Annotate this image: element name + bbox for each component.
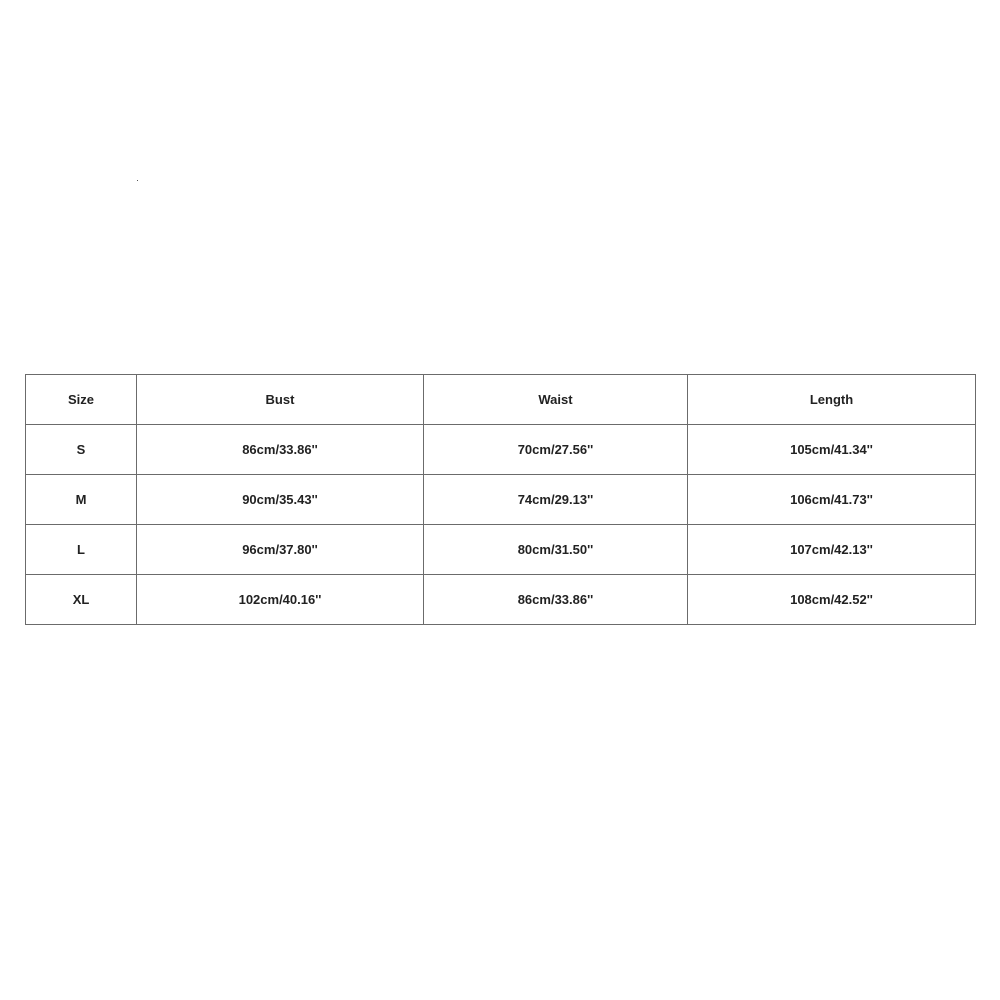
- cell-waist: 86cm/33.86'': [424, 575, 688, 625]
- header-length: Length: [688, 375, 976, 425]
- table-row: [26, 475, 976, 525]
- table-row: [26, 575, 976, 625]
- header-waist: Waist: [424, 375, 688, 425]
- cell-size: S: [26, 425, 137, 475]
- table-row: [26, 525, 976, 575]
- cell-length: 107cm/42.13'': [688, 525, 976, 575]
- size-chart-table: [25, 374, 976, 625]
- cell-bust: 86cm/33.86'': [137, 425, 424, 475]
- header-size: Size: [26, 375, 137, 425]
- cell-waist: 80cm/31.50'': [424, 525, 688, 575]
- table-header-row: [26, 375, 976, 425]
- stray-dot: [137, 180, 138, 181]
- table-row: [26, 425, 976, 475]
- cell-length: 105cm/41.34'': [688, 425, 976, 475]
- cell-waist: 70cm/27.56'': [424, 425, 688, 475]
- cell-size: M: [26, 475, 137, 525]
- cell-size: L: [26, 525, 137, 575]
- cell-waist: 74cm/29.13'': [424, 475, 688, 525]
- cell-size: XL: [26, 575, 137, 625]
- cell-length: 106cm/41.73'': [688, 475, 976, 525]
- cell-length: 108cm/42.52'': [688, 575, 976, 625]
- header-bust: Bust: [137, 375, 424, 425]
- cell-bust: 102cm/40.16'': [137, 575, 424, 625]
- cell-bust: 90cm/35.43'': [137, 475, 424, 525]
- cell-bust: 96cm/37.80'': [137, 525, 424, 575]
